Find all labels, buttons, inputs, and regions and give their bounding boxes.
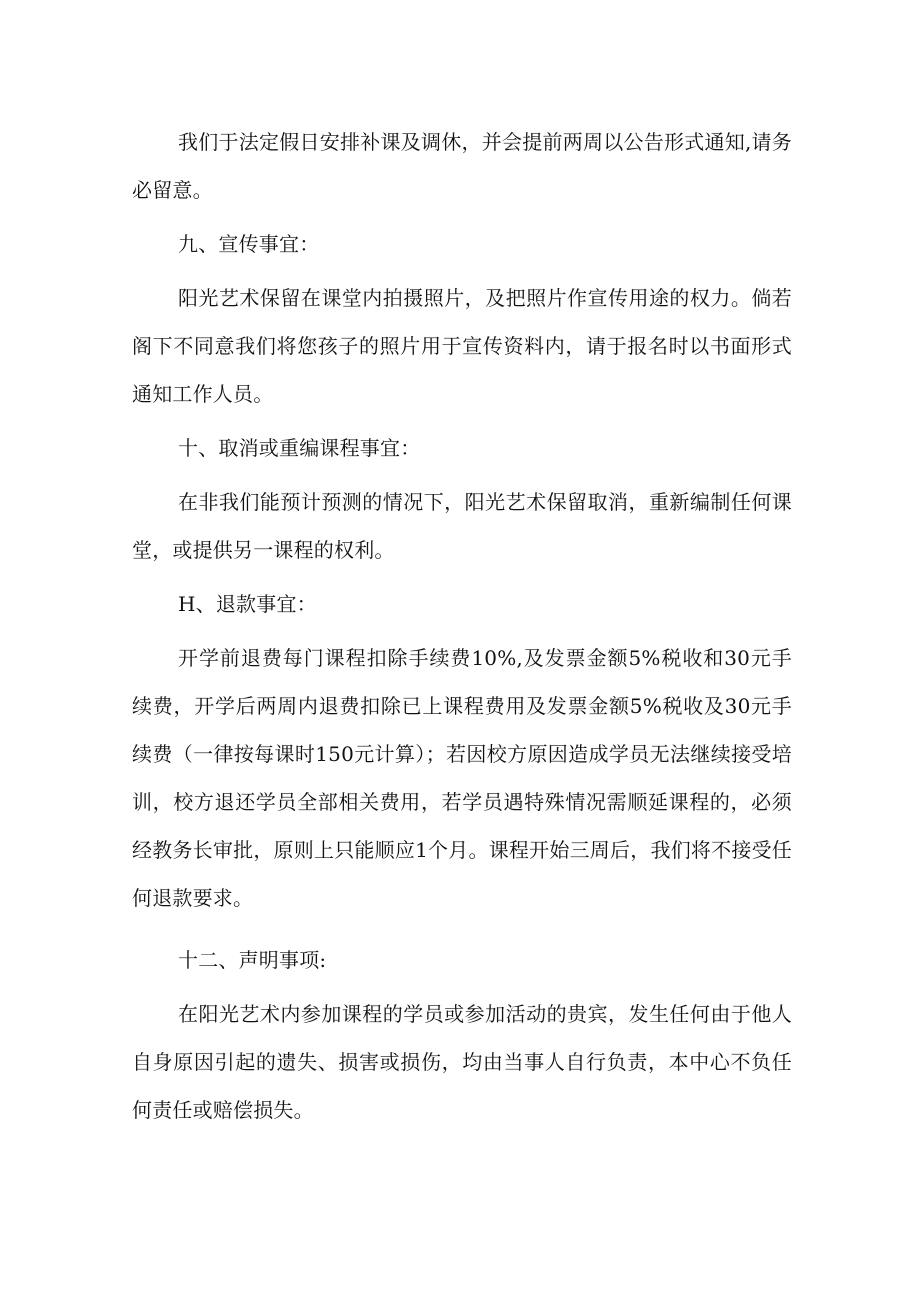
heading-publicity: 九、宣传事宜： — [178, 232, 320, 256]
paragraph-statement: 在阳光艺术内参加课程的学员或参加活动的贵宾，发生任何由于他人自身原因引起的遗失、损害或损伤，均由当事人自行负责，本中心不负任何责任或赔偿损失。 — [132, 1002, 792, 1122]
paragraph-holiday-notice: 我们于法定假日安排补课及调休，并会提前两周以公告形式通知,请务必留意。 — [132, 130, 792, 202]
heading-refund: H、退款事宜： — [178, 592, 317, 616]
paragraph-cancellation: 在非我们能预计预测的情况下，阳光艺术保留取消，重新编制任何课堂，或提供另一课程的权利。 — [132, 490, 792, 562]
paragraph-refund: 开学前退费每门课程扣除手续费10%,及发票金额5%税收和30元手续费，开学后两周内退费扣除已上课程费用及发票金额5%税收及30元手续费（一律按每课时150元计算）；若因校方原因造成学员无法继续接受培训，校方退还学员全部相关费用，若学员遇特殊情况需顺延课程的，必须经教务长审批，原则上只能顺应1个月。课程开始三周后，我们将不接受任何退款要求。 — [132, 646, 792, 910]
document-body — [132, 118, 792, 1134]
heading-cancellation: 十、取消或重编课程事宜： — [178, 436, 421, 460]
heading-statement: 十二、声明事项: — [178, 948, 327, 972]
paragraph-publicity: 阳光艺术保留在课堂内拍摄照片，及把照片作宣传用途的权力。倘若阁下不同意我们将您孩子的照片用于宣传资料内，请于报名时以书面形式通知工作人员。 — [132, 286, 792, 406]
